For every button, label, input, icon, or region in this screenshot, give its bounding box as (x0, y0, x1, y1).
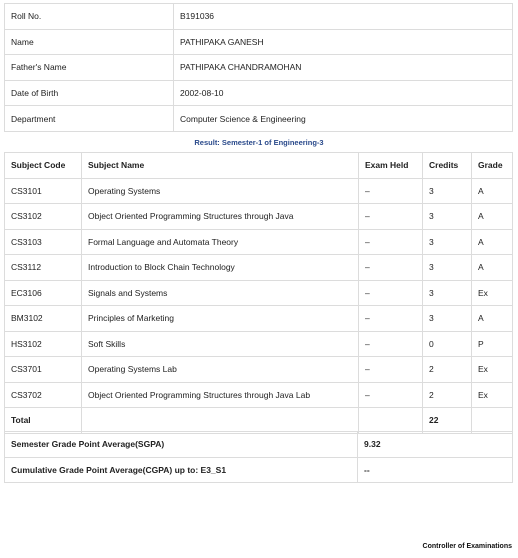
info-value: B191036 (174, 4, 513, 30)
sgpa-value: 9.32 (358, 432, 513, 458)
controller-signature-label: Controller of Examinations (422, 543, 512, 550)
total-row (5, 408, 513, 434)
credits: 3 (423, 306, 472, 332)
credits: 3 (423, 280, 472, 306)
info-label: Name (5, 29, 174, 55)
credits: 3 (423, 178, 472, 204)
header-subject-name: Subject Name (82, 153, 359, 179)
subject-row (5, 357, 513, 383)
subject-code: BM3102 (5, 306, 82, 332)
cgpa-value: -- (358, 457, 513, 483)
total-credits: 22 (423, 408, 472, 434)
grade: A (472, 178, 513, 204)
marks-header-row (5, 153, 513, 179)
header-exam-held: Exam Held (359, 153, 423, 179)
sgpa-row (5, 432, 513, 458)
credits: 3 (423, 229, 472, 255)
credits: 2 (423, 357, 472, 383)
result-title: Result: Semester-1 of Engineering-3 (194, 138, 324, 147)
subject-name: Operating Systems (82, 178, 359, 204)
exam-held: – (359, 178, 423, 204)
info-label: Department (5, 106, 174, 132)
subject-name: Object Oriented Programming Structures through Java (82, 204, 359, 230)
subject-name: Signals and Systems (82, 280, 359, 306)
info-label: Roll No. (5, 4, 174, 30)
marks-table (4, 152, 513, 434)
subject-row (5, 331, 513, 357)
info-label: Date of Birth (5, 80, 174, 106)
subject-name: Operating Systems Lab (82, 357, 359, 383)
subject-code: HS3102 (5, 331, 82, 357)
grade: Ex (472, 357, 513, 383)
total-empty-grade (472, 408, 513, 434)
grade: Ex (472, 280, 513, 306)
exam-held: – (359, 280, 423, 306)
subject-name: Soft Skills (82, 331, 359, 357)
info-value: PATHIPAKA CHANDRAMOHAN (174, 55, 513, 81)
credits: 3 (423, 204, 472, 230)
student-info-row (5, 4, 513, 30)
sgpa-label: Semester Grade Point Average(SGPA) (5, 432, 358, 458)
grade: P (472, 331, 513, 357)
credits: 0 (423, 331, 472, 357)
subject-name: Formal Language and Automata Theory (82, 229, 359, 255)
info-value: 2002-08-10 (174, 80, 513, 106)
summary-table (4, 431, 513, 483)
cgpa-row (5, 457, 513, 483)
subject-name: Object Oriented Programming Structures through Java Lab (82, 382, 359, 408)
subject-row (5, 382, 513, 408)
student-info-row (5, 106, 513, 132)
info-label: Father's Name (5, 55, 174, 81)
grade: A (472, 306, 513, 332)
subject-row (5, 280, 513, 306)
grade: A (472, 255, 513, 281)
subject-name: Principles of Marketing (82, 306, 359, 332)
student-info-row (5, 29, 513, 55)
subject-code: EC3106 (5, 280, 82, 306)
grade: A (472, 204, 513, 230)
exam-held: – (359, 382, 423, 408)
exam-held: – (359, 306, 423, 332)
subject-code: CS3702 (5, 382, 82, 408)
exam-held: – (359, 229, 423, 255)
info-value: Computer Science & Engineering (174, 106, 513, 132)
exam-held: – (359, 255, 423, 281)
total-empty-exam (359, 408, 423, 434)
subject-row (5, 229, 513, 255)
cgpa-label: Cumulative Grade Point Average(CGPA) up to: E3_S1 (5, 457, 358, 483)
credits: 3 (423, 255, 472, 281)
total-label: Total (5, 408, 82, 434)
grade: A (472, 229, 513, 255)
subject-name: Introduction to Block Chain Technology (82, 255, 359, 281)
subject-code: CS3112 (5, 255, 82, 281)
subject-code: CS3102 (5, 204, 82, 230)
info-value: PATHIPAKA GANESH (174, 29, 513, 55)
header-grade: Grade (472, 153, 513, 179)
subject-row (5, 306, 513, 332)
exam-held: – (359, 204, 423, 230)
subject-code: CS3103 (5, 229, 82, 255)
student-info-row (5, 55, 513, 81)
subject-row (5, 204, 513, 230)
header-credits: Credits (423, 153, 472, 179)
exam-held: – (359, 357, 423, 383)
total-empty-name (82, 408, 359, 434)
header-subject-code: Subject Code (5, 153, 82, 179)
subject-code: CS3101 (5, 178, 82, 204)
student-info-row (5, 80, 513, 106)
subject-row (5, 255, 513, 281)
student-info-table (4, 3, 513, 132)
subject-row (5, 178, 513, 204)
grade: Ex (472, 382, 513, 408)
subject-code: CS3701 (5, 357, 82, 383)
credits: 2 (423, 382, 472, 408)
exam-held: – (359, 331, 423, 357)
